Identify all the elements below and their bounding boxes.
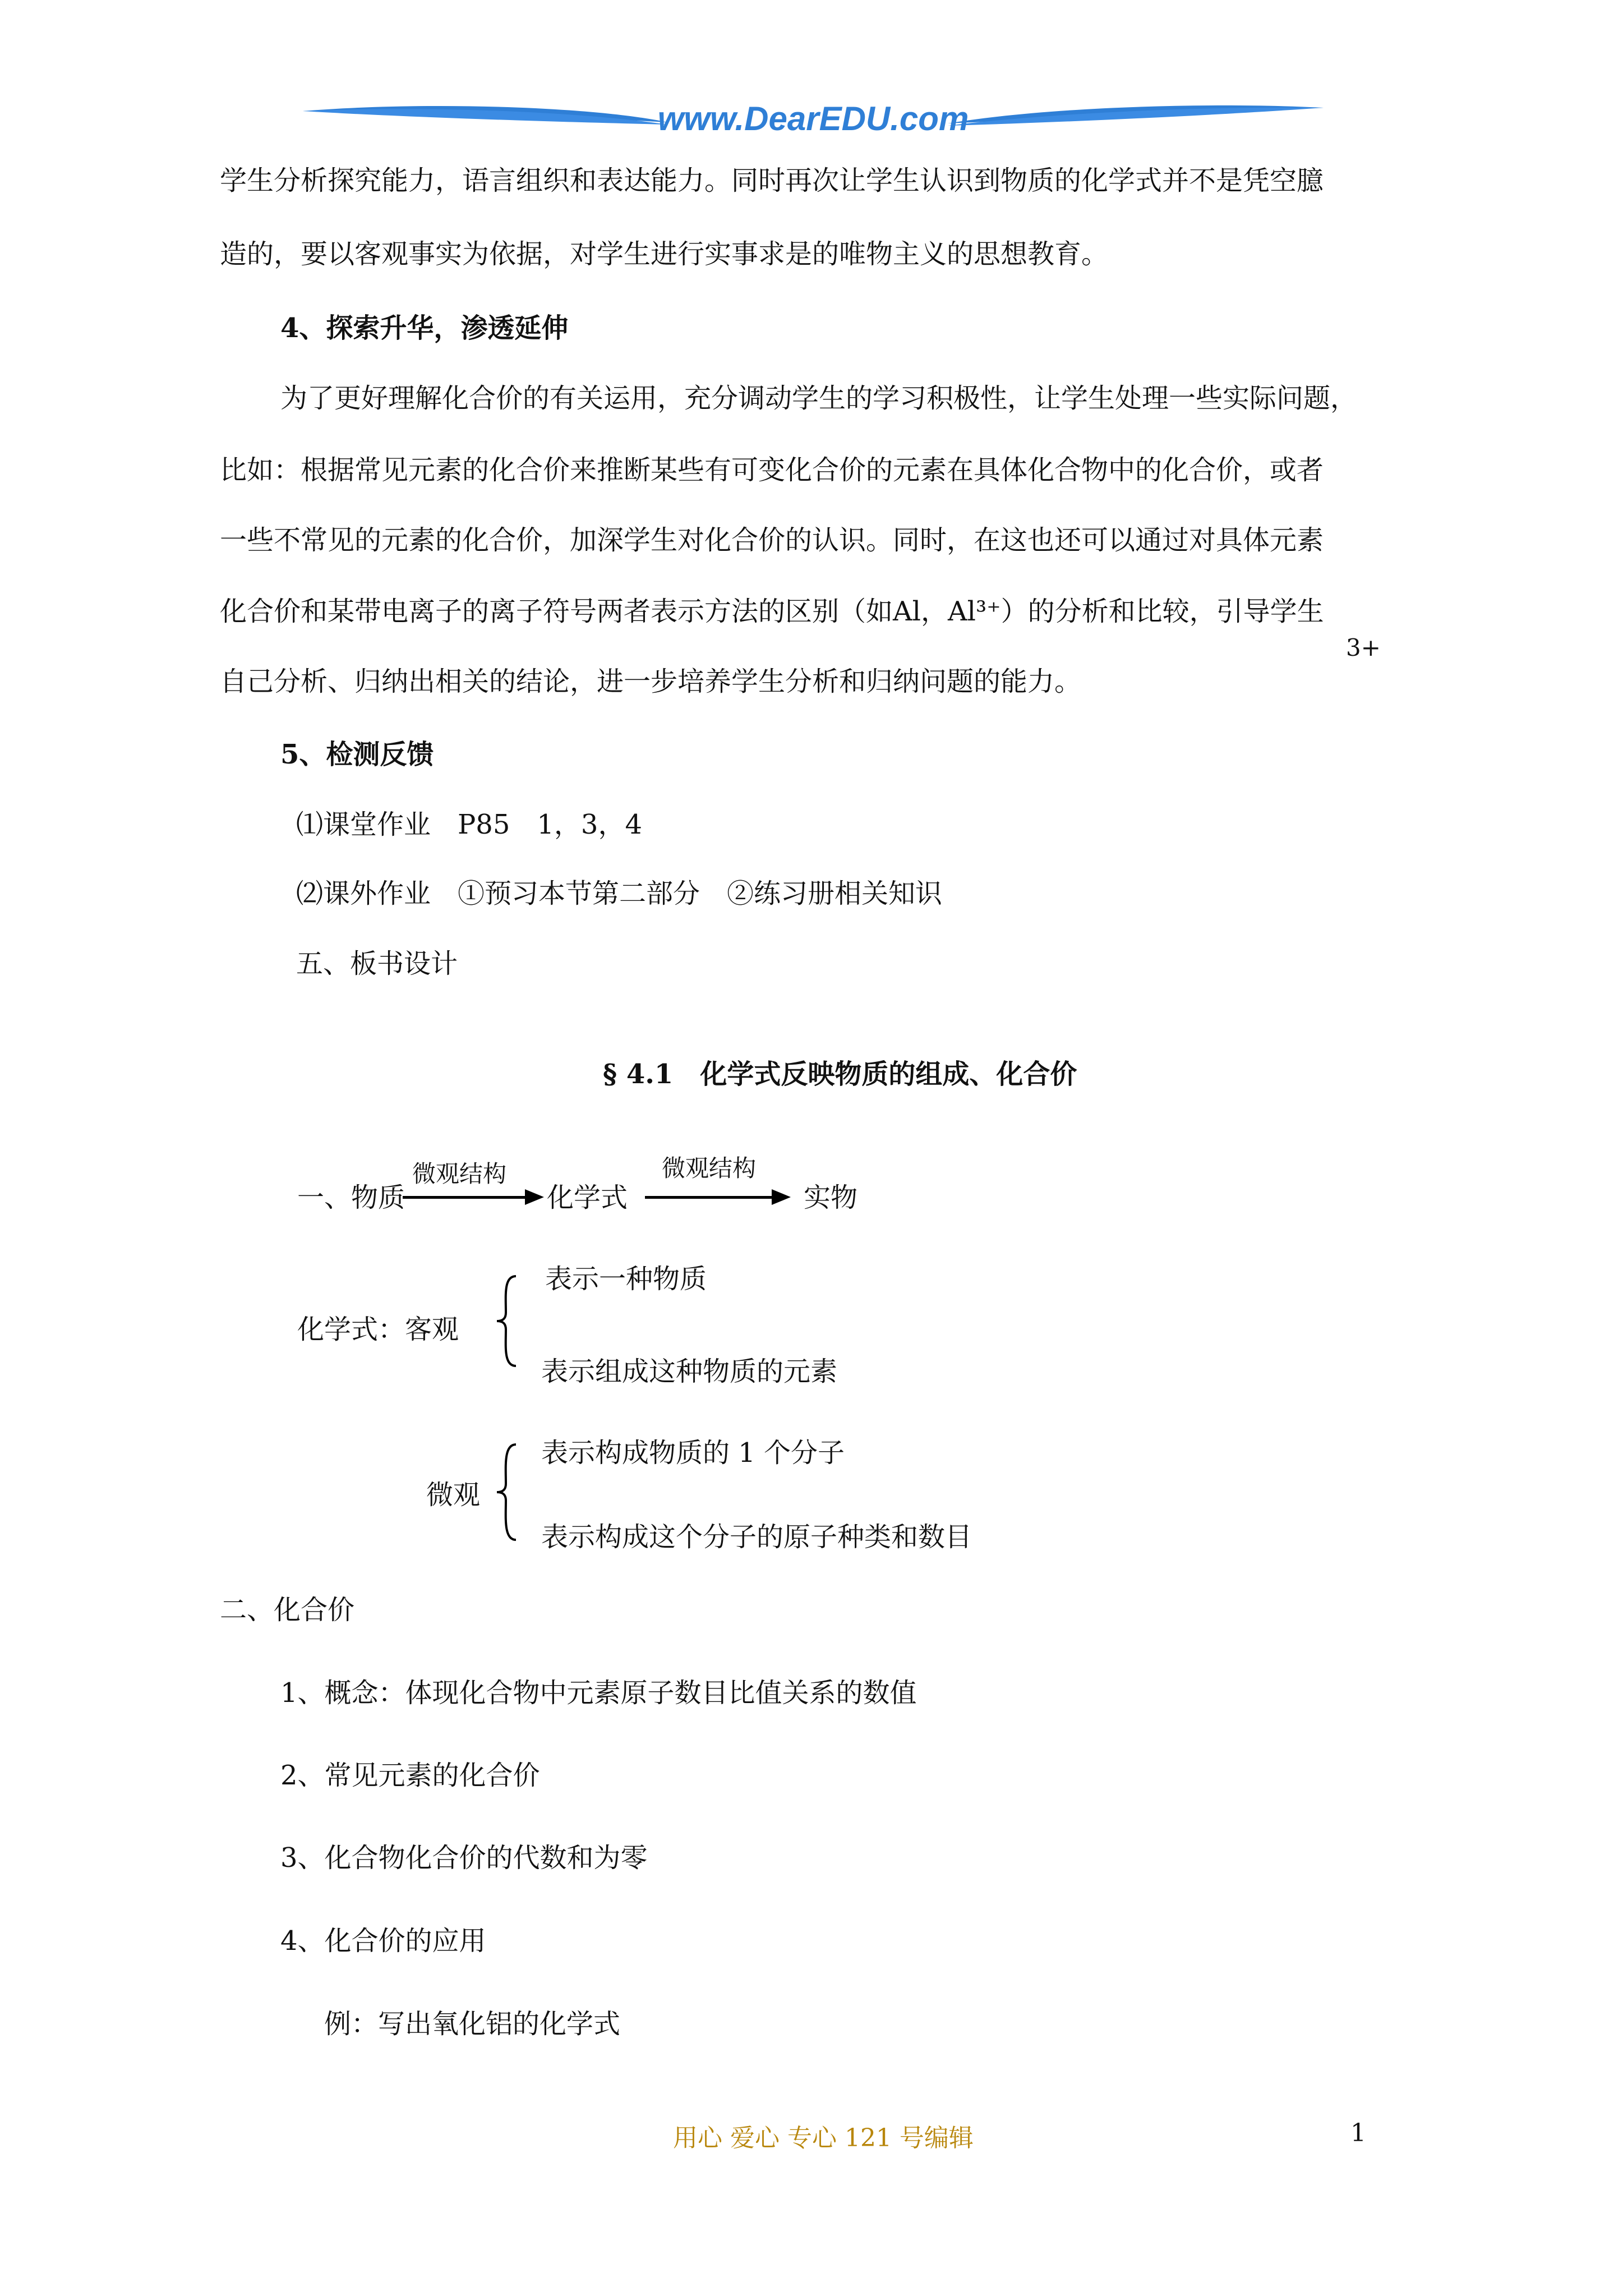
page-number: 1: [1350, 2119, 1366, 2147]
arrow2-line: [645, 1196, 773, 1199]
valence-item-3: 3、化合物化合价的代数和为零: [280, 1842, 648, 1874]
micro-line-2: 表示构成这个分子的原子种类和数目: [541, 1521, 972, 1553]
para4-line-2: 比如：根据常见元素的化合价来推断某些有可变化合价的元素在具体化合物中的化合价，或者: [220, 454, 1324, 486]
macro-line-2: 表示组成这种物质的元素: [541, 1356, 838, 1387]
superscript-charge: 3+: [1346, 634, 1381, 661]
board-title: § 4.1 化学式反映物质的组成、化合价: [603, 1059, 1077, 1090]
section-valence: 二、化合价: [220, 1594, 355, 1626]
para4-line-4: 化合价和某带电离子的离子符号两者表示方法的区别（如Al，Al³⁺）的分析和比较，引导学生: [220, 596, 1324, 627]
section-board-design: 五、板书设计: [296, 948, 458, 979]
valence-item-2: 2、常见元素的化合价: [280, 1760, 540, 1791]
heading-explore: 4、探索升华，渗透延伸: [280, 312, 569, 344]
arrow1-head-icon: [525, 1189, 544, 1205]
brace-macro-icon: [494, 1273, 522, 1369]
intro-line-2: 造的，要以客观事实为依据，对学生进行实事求是的唯物主义的思想教育。: [220, 238, 1109, 270]
formula-macro-label: 化学式：客观: [297, 1314, 459, 1345]
homework-class: ⑴课堂作业 P85 1，3，4: [296, 809, 642, 840]
watermark-swoosh-graphic: [303, 95, 1324, 146]
arrow2-label: 微观结构: [662, 1154, 757, 1182]
micro-label: 微观: [426, 1479, 481, 1511]
valence-item-4: 4、化合价的应用: [280, 1925, 486, 1957]
arrow1-label: 微观结构: [412, 1160, 507, 1188]
valence-item-1: 1、概念：体现化合物中元素原子数目比值关系的数值: [280, 1677, 917, 1709]
watermark-text: www.DearEDU.com: [657, 100, 969, 137]
footer-editor-note: 用心 爱心 专心 121 号编辑: [673, 2124, 974, 2152]
brace-micro-icon: [494, 1442, 522, 1543]
micro-line-1: 表示构成物质的 1 个分子: [541, 1437, 845, 1469]
heading-feedback: 5、检测反馈: [280, 739, 434, 770]
board-matter-label: 一、物质: [297, 1182, 405, 1213]
arrow2-head-icon: [772, 1189, 791, 1205]
para4-line-3: 一些不常见的元素的化合价，加深学生对化合价的认识。同时，在这也还可以通过对具体元素: [220, 524, 1324, 556]
valence-example: 例：写出氧化铝的化学式: [324, 2008, 621, 2040]
arrow1-line: [403, 1196, 526, 1199]
board-real-object: 实物: [804, 1182, 858, 1213]
para4-line-5: 自己分析、归纳出相关的结论，进一步培养学生分析和归纳问题的能力。: [220, 666, 1082, 697]
homework-outside: ⑵课外作业 ①预习本节第二部分 ②练习册相关知识: [296, 878, 943, 909]
board-formula-center: 化学式: [547, 1182, 628, 1213]
intro-line-1: 学生分析探究能力，语言组织和表达能力。同时再次让学生认识到物质的化学式并不是凭空臆: [220, 165, 1324, 196]
para4-line-1: 为了更好理解化合价的有关运用，充分调动学生的学习积极性，让学生处理一些实际问题，: [280, 383, 1358, 414]
macro-line-1: 表示一种物质: [545, 1263, 707, 1295]
